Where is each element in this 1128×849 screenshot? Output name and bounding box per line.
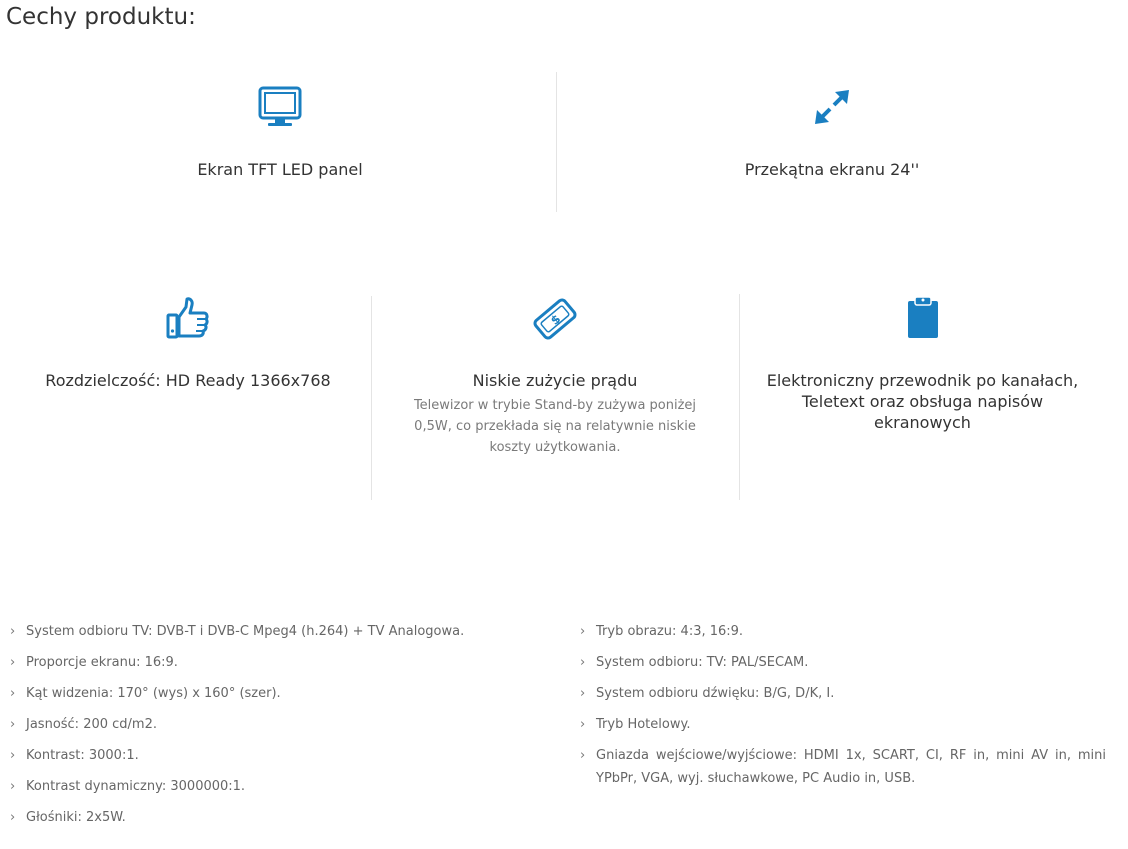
chevron-right-icon: › xyxy=(10,686,16,701)
list-item: › Gniazda wejściowe/wyjściowe: HDMI 1x, SCART, CI, RF in, mini AV in, mini YPbPr, VGA, wyj. słuchawkowe, PC Audio in, USB. xyxy=(580,744,1106,790)
thumbs-up-icon xyxy=(166,296,210,340)
chevron-right-icon: › xyxy=(10,810,16,825)
chevron-right-icon: › xyxy=(580,748,586,763)
resize-arrows-icon xyxy=(813,88,851,126)
feature-title: Elektroniczny przewodnik po kanałach, Teletext oraz obsługa napisów ekranowych xyxy=(766,371,1079,432)
chevron-right-icon: › xyxy=(10,779,16,794)
feature-title: Rozdzielczość: HD Ready 1366x768 xyxy=(45,371,331,390)
list-item: › System odbioru TV: DVB-T i DVB-C Mpeg4 (h.264) + TV Analogowa. xyxy=(10,620,530,643)
feature-title: Niskie zużycie prądu xyxy=(472,371,638,390)
divider xyxy=(739,294,740,500)
feature-power xyxy=(397,296,713,458)
list-item: › Kąt widzenia: 170° (wys) x 160° (szer). xyxy=(10,682,530,705)
specs-list-right xyxy=(580,620,1106,798)
page-title: Cechy produktu: xyxy=(6,4,196,30)
list-item: › System odbioru dźwięku: B/G, D/K, I. xyxy=(580,682,1106,705)
feature-title: Przekątna ekranu 24'' xyxy=(744,160,920,179)
list-item: › System odbioru: TV: PAL/SECAM. xyxy=(580,651,1106,674)
feature-epg xyxy=(760,295,1085,433)
divider xyxy=(556,72,557,212)
chevron-right-icon: › xyxy=(580,624,586,639)
chevron-right-icon: › xyxy=(580,655,586,670)
chevron-right-icon: › xyxy=(580,686,586,701)
monitor-icon xyxy=(258,86,302,128)
chevron-right-icon: › xyxy=(10,624,16,639)
list-item: › Kontrast: 3000:1. xyxy=(10,744,530,767)
chevron-right-icon: › xyxy=(10,748,16,763)
list-item: › Tryb obrazu: 4:3, 16:9. xyxy=(580,620,1106,643)
feature-resolution xyxy=(20,296,356,391)
chevron-right-icon: › xyxy=(10,717,16,732)
feature-description: Telewizor w trybie Stand-by zużywa poniżej 0,5W, co przekłada się na relatywnie niskie koszty użytkowania. xyxy=(413,398,697,455)
clipboard-icon xyxy=(906,295,940,339)
feature-screen-type xyxy=(60,86,500,180)
list-item: › Kontrast dynamiczny: 3000000:1. xyxy=(10,775,530,798)
svg-text:$: $ xyxy=(547,311,564,328)
list-item: › Jasność: 200 cd/m2. xyxy=(10,713,530,736)
specs-list-left xyxy=(10,620,530,837)
list-item: › Głośniki: 2x5W. xyxy=(10,806,530,829)
list-item: › Proporcje ekranu: 16:9. xyxy=(10,651,530,674)
divider xyxy=(371,296,372,500)
list-item: › Tryb Hotelowy. xyxy=(580,713,1106,736)
feature-screen-size xyxy=(612,88,1052,180)
chevron-right-icon: › xyxy=(10,655,16,670)
chevron-right-icon: › xyxy=(580,717,586,732)
money-icon xyxy=(532,296,578,342)
feature-title: Ekran TFT LED panel xyxy=(197,160,363,179)
